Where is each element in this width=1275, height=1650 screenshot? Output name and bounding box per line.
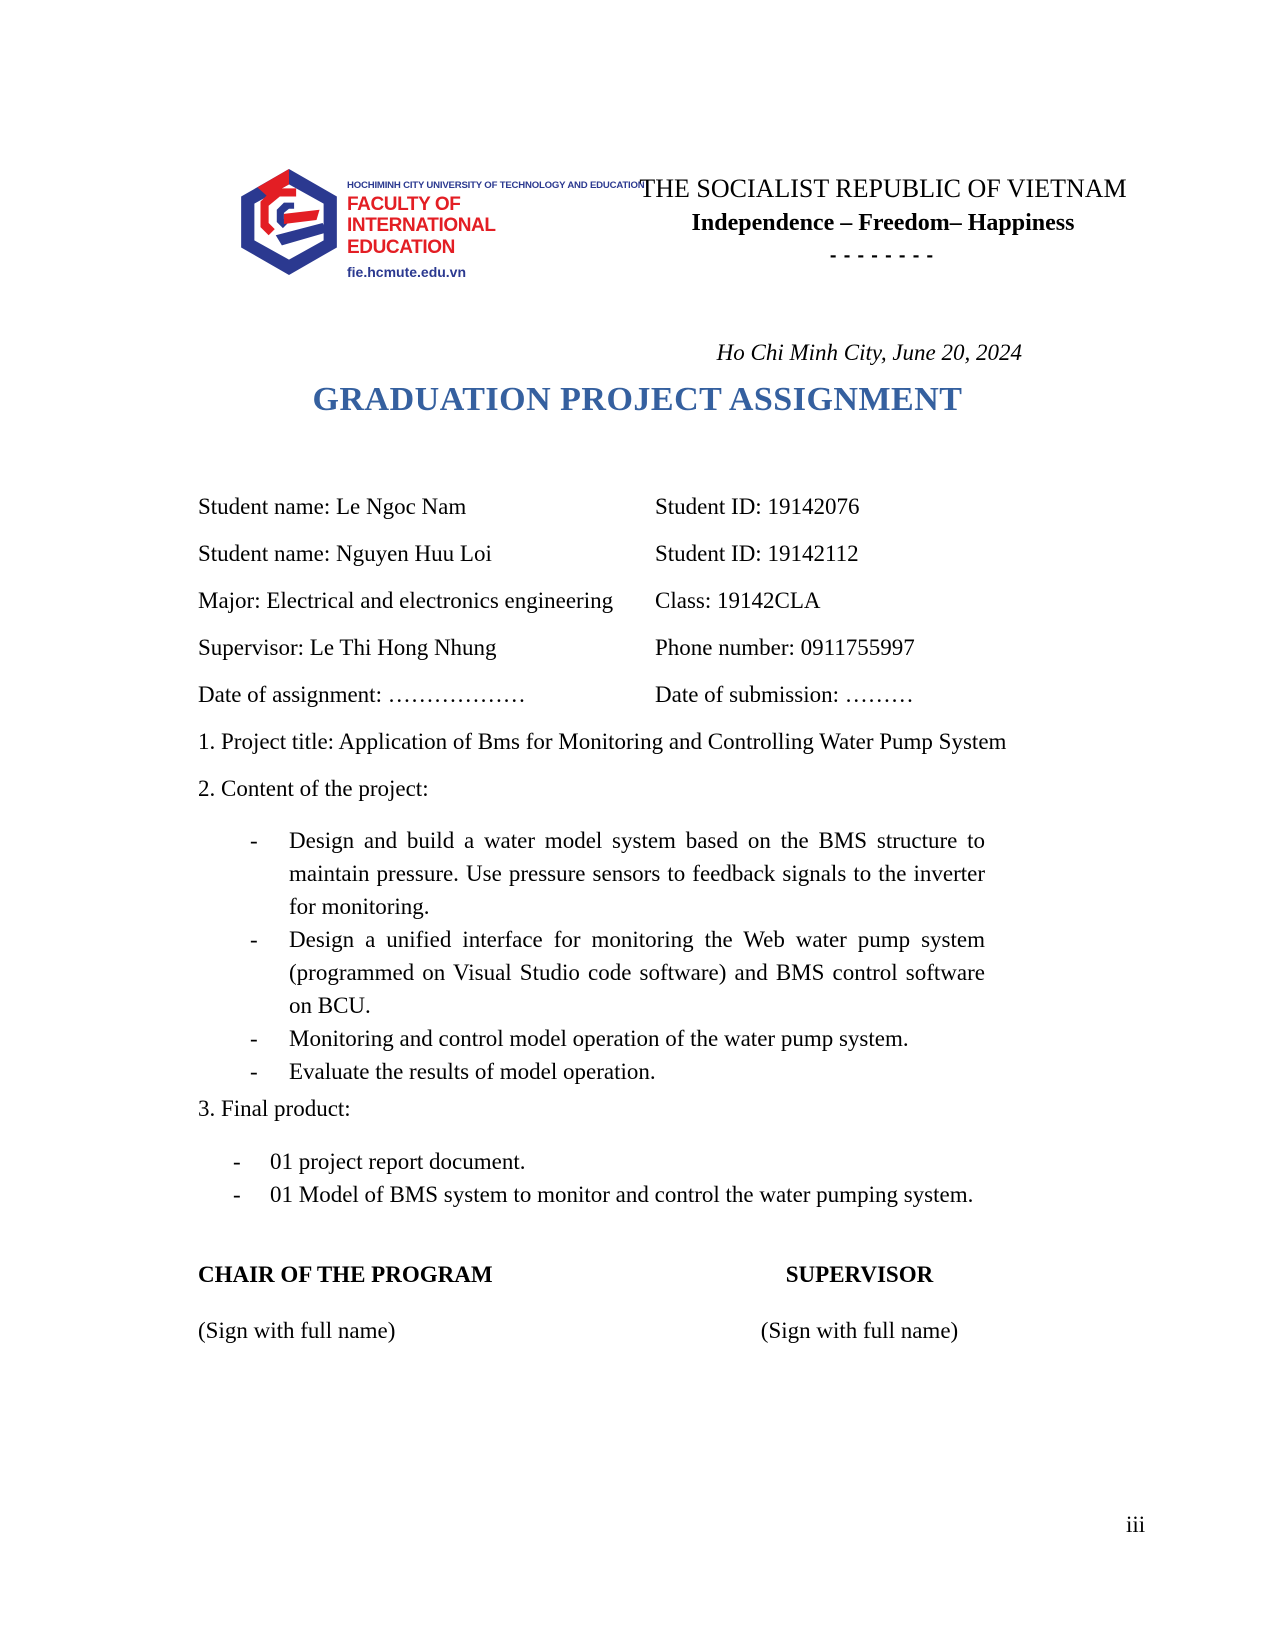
chair-signature-column xyxy=(198,1260,639,1346)
republic-line: THE SOCIALIST REPUBLIC OF VIETNAM xyxy=(639,174,1127,203)
student1-name: Student name: Le Ngoc Nam xyxy=(198,494,467,519)
dash-bullet: - xyxy=(250,828,258,853)
national-header xyxy=(633,174,1133,267)
faculty-name-line2: INTERNATIONAL EDUCATION xyxy=(347,215,496,258)
content-bullet-list xyxy=(198,824,985,1088)
faculty-name xyxy=(347,194,607,258)
document-body xyxy=(198,492,1080,1346)
chair-sign-note: (Sign with full name) xyxy=(198,1318,396,1343)
content-bullet-4: Evaluate the results of model operation. xyxy=(289,1059,656,1084)
content-bullet-1: Design and build a water model system based on the BMS structure to maintain pressure. Use pressure sensors to feedback signals to the inverter for monitoring. xyxy=(289,828,985,919)
info-row-supervisor xyxy=(198,633,1080,663)
divider-dashes: -------- xyxy=(827,247,939,267)
dateline: Ho Chi Minh City, June 20, 2024 xyxy=(716,340,1022,365)
list-item xyxy=(198,1022,985,1055)
list-item xyxy=(198,923,985,1022)
phone-number: Phone number: 0911755997 xyxy=(655,635,915,660)
supervisor-signature-column xyxy=(639,1260,1080,1346)
dash-bullet: - xyxy=(250,1059,258,1084)
student2-name: Student name: Nguyen Huu Loi xyxy=(198,541,492,566)
list-item xyxy=(198,1178,1080,1211)
dash-bullet: - xyxy=(250,1026,258,1051)
final-product-heading: 3. Final product: xyxy=(198,1096,351,1121)
date-of-submission: Date of submission: ……… xyxy=(655,682,914,707)
date-of-assignment: Date of assignment: ……………… xyxy=(198,682,526,707)
university-name: HOCHIMINH CITY UNIVERSITY OF TECHNOLOGY AND EDUCATION xyxy=(347,180,645,191)
faculty-logo xyxy=(233,166,645,280)
page-title: GRADUATION PROJECT ASSIGNMENT xyxy=(312,381,963,418)
list-item xyxy=(198,1145,1080,1178)
major: Major: Electrical and electronics engineering xyxy=(198,588,614,613)
final-bullet-2: 01 Model of BMS system to monitor and control the water pumping system. xyxy=(270,1182,974,1207)
student1-id: Student ID: 19142076 xyxy=(655,494,860,519)
class: Class: 19142CLA xyxy=(655,588,821,613)
project-title-line: 1. Project title: Application of Bms for Monitoring and Controlling Water Pump System xyxy=(198,729,1007,754)
chair-title: CHAIR OF THE PROGRAM xyxy=(198,1262,493,1287)
dash-bullet: - xyxy=(250,927,258,952)
student2-id: Student ID: 19142112 xyxy=(655,541,859,566)
faculty-website: fie.hcmute.edu.vn xyxy=(347,263,467,280)
faculty-name-line1: FACULTY OF xyxy=(347,194,461,215)
list-item xyxy=(198,1055,985,1088)
supervisor: Supervisor: Le Thi Hong Nhung xyxy=(198,635,497,660)
dash-bullet: - xyxy=(233,1182,241,1207)
content-heading: 2. Content of the project: xyxy=(198,776,429,801)
content-bullet-3: Monitoring and control model operation of the water pump system. xyxy=(289,1026,909,1051)
final-product-bullet-list xyxy=(198,1145,1080,1211)
info-row-dates xyxy=(198,680,1080,710)
final-bullet-1: 01 project report document. xyxy=(270,1149,526,1174)
supervisor-title: SUPERVISOR xyxy=(785,1262,934,1287)
supervisor-sign-note: (Sign with full name) xyxy=(760,1318,959,1343)
fie-hexagon-logo-icon xyxy=(233,166,345,278)
faculty-logo-text xyxy=(347,180,645,280)
info-row-student1 xyxy=(198,492,1080,522)
content-bullet-2: Design a unified interface for monitoring the Web water pump system (programmed on Visual Studio code software) and BMS control software on BCU. xyxy=(289,927,985,1018)
info-row-student2 xyxy=(198,539,1080,569)
info-row-major xyxy=(198,586,1080,616)
signature-block xyxy=(198,1260,1080,1346)
list-item xyxy=(198,824,985,923)
page-number: iii xyxy=(1126,1512,1146,1537)
dash-bullet: - xyxy=(233,1149,241,1174)
motto-line: Independence – Freedom– Happiness xyxy=(691,210,1075,236)
